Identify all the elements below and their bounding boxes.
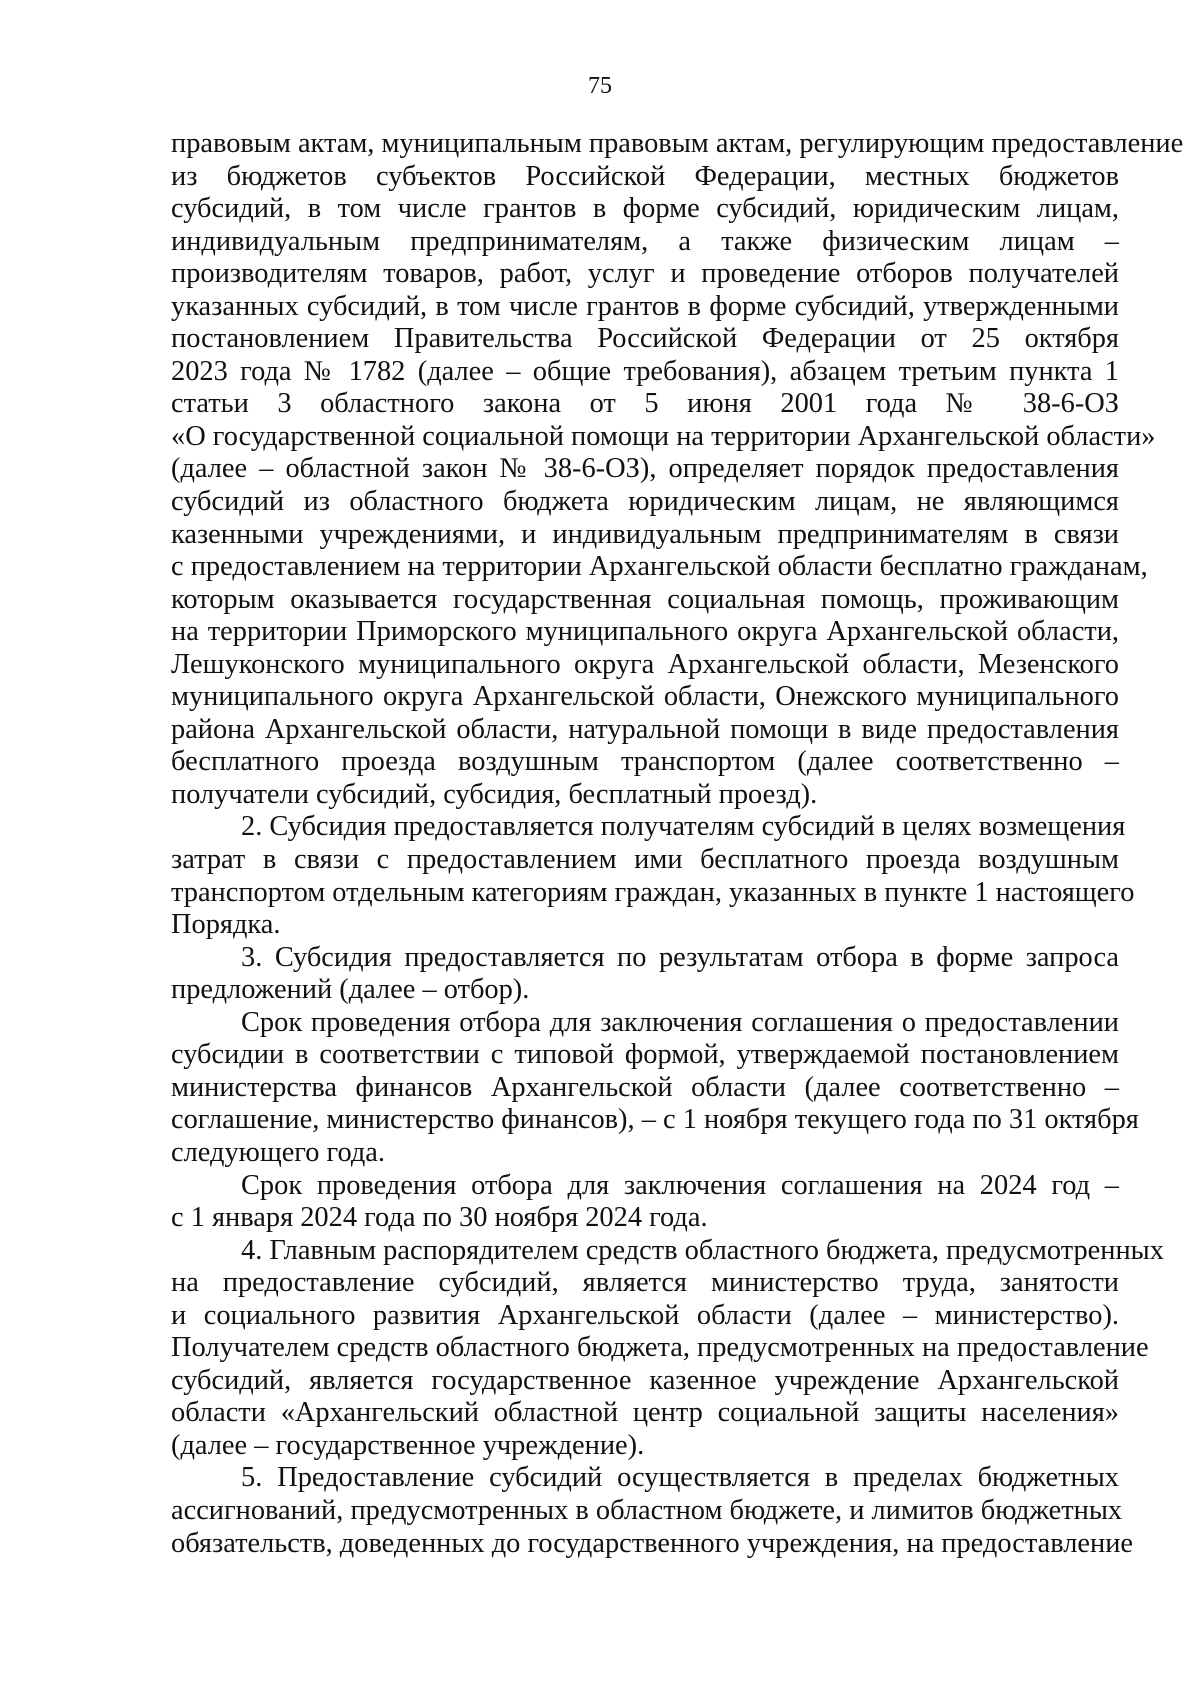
text-line: (далее – государственное учреждение).: [171, 1429, 645, 1461]
text-line: района Архангельской области, натуральной помощи в виде предоставления: [171, 713, 1119, 745]
text-line: Лешуконского муниципального округа Архангельской области, Мезенского: [171, 648, 1119, 680]
text-line: Срок проведения отбора для заключения соглашения на 2024 год –: [241, 1169, 1119, 1201]
text-line: которым оказывается государственная социальная помощь, проживающим: [171, 583, 1119, 615]
text-line: 3. Субсидия предоставляется по результатам отбора в форме запроса: [241, 941, 1119, 973]
text-line: (далее – областной закон № 38-6-ОЗ), определяет порядок предоставления: [171, 453, 1119, 485]
text-line: предложений (далее – отбор).: [171, 974, 530, 1006]
text-line: с 1 января 2024 года по 30 ноября 2024 года.: [171, 1202, 708, 1234]
text-line: субсидий из областного бюджета юридическим лицам, не являющимся: [171, 486, 1119, 518]
text-line: ассигнований, предусмотренных в областном бюджете, и лимитов бюджетных: [171, 1494, 1123, 1526]
text-line: соглашение, министерство финансов), – с 1 ноября текущего года по 31 октября: [171, 1104, 1139, 1136]
text-line: затрат в связи с предоставлением ими бесплатного проезда воздушным: [171, 844, 1119, 876]
text-line: статьи 3 областного закона от 5 июня 2001 года № 38-6-ОЗ: [171, 388, 1119, 420]
text-line: постановлением Правительства Российской Федерации от 25 октября: [171, 323, 1119, 355]
text-line: субсидий, в том числе грантов в форме субсидий, юридическим лицам,: [171, 193, 1119, 225]
text-line: обязательств, доведенных до государственного учреждения, на предоставление: [171, 1527, 1133, 1559]
text-line: 5. Предоставление субсидий осуществляется в пределах бюджетных: [241, 1462, 1119, 1494]
text-line: Получателем средств областного бюджета, предусмотренных на предоставление: [171, 1332, 1149, 1364]
text-line: казенными учреждениями, и индивидуальным предпринимателям в связи: [171, 518, 1119, 550]
text-line: следующего года.: [171, 1136, 385, 1168]
text-line: с предоставлением на территории Архангельской области бесплатно гражданам,: [171, 551, 1148, 583]
text-line: бесплатного проезда воздушным транспортом (далее соответственно –: [171, 746, 1119, 778]
text-line: правовым актам, муниципальным правовым актам, регулирующим предоставление: [171, 128, 1184, 159]
text-line: Порядка.: [171, 909, 281, 941]
text-line: указанных субсидий, в том числе грантов в форме субсидий, утвержденными: [171, 290, 1119, 322]
text-line: муниципального округа Архангельской области, Онежского муниципального: [171, 681, 1119, 713]
page-number: 75: [588, 73, 612, 99]
text-line: получатели субсидий, субсидия, бесплатный проезд).: [171, 778, 818, 810]
text-line: 2023 года № 1782 (далее – общие требования), абзацем третьим пункта 1: [171, 355, 1119, 387]
text-line: индивидуальным предпринимателям, а также физическим лицам –: [171, 225, 1119, 257]
text-line: Срок проведения отбора для заключения соглашения о предоставлении: [241, 1006, 1119, 1038]
text-line: производителям товаров, работ, услуг и проведение отборов получателей: [171, 258, 1119, 290]
text-line: транспортом отдельным категориям граждан, указанных в пункте 1 настоящего: [171, 876, 1135, 908]
text-line: 4. Главным распорядителем средств областного бюджета, предусмотренных: [241, 1234, 1164, 1266]
text-line: субсидии в соответствии с типовой формой, утверждаемой постановлением: [171, 1039, 1119, 1071]
text-line: министерства финансов Архангельской области (далее соответственно –: [171, 1071, 1119, 1103]
text-line: области «Архангельский областной центр социальной защиты населения»: [171, 1397, 1119, 1429]
text-line: на предоставление субсидий, является министерство труда, занятости: [171, 1267, 1119, 1299]
text-line: из бюджетов субъектов Российской Федерации, местных бюджетов: [171, 160, 1119, 192]
text-line: субсидий, является государственное казенное учреждение Архангельской: [171, 1364, 1119, 1396]
text-line: на территории Приморского муниципального округа Архангельской области,: [171, 616, 1119, 648]
body-text: [171, 128, 1184, 1560]
text-line: 2. Субсидия предоставляется получателям субсидий в целях возмещения: [241, 811, 1126, 843]
text-line: «О государственной социальной помощи на территории Архангельской области»: [171, 420, 1156, 452]
text-line: и социального развития Архангельской области (далее – министерство).: [171, 1299, 1119, 1331]
